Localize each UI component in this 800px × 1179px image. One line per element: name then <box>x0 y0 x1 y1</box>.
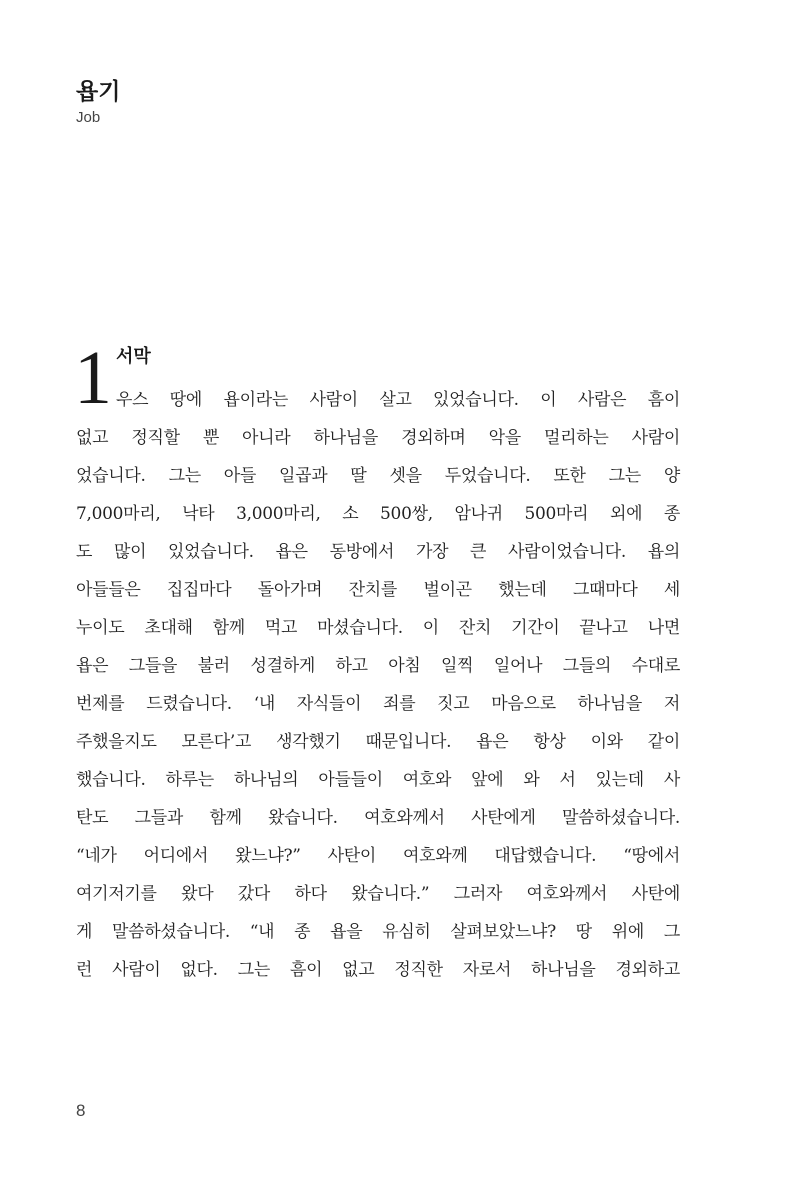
body-line: 게 말씀하셨습니다. “내 종 욥을 유심히 살펴보았느냐? 땅 위에 그 <box>76 922 680 942</box>
page-number: 8 <box>76 1101 86 1120</box>
body-line: 누이도 초대해 함께 먹고 마셨습니다. 이 잔치 기간이 끝나고 나면 <box>76 618 680 638</box>
body-line: “네가 어디에서 왔느냐?” 사탄이 여호와께 대답했습니다. “땅에서 <box>76 846 680 866</box>
chapter-number: 1 <box>74 336 112 420</box>
book-subtitle: Job <box>76 109 101 126</box>
chapter-title: 서막 <box>116 346 151 367</box>
body-line: 었습니다. 그는 아들 일곱과 딸 셋을 두었습니다. 또한 그는 양 <box>76 466 680 486</box>
body-line: 없고 정직할 뿐 아니라 하나님을 경외하며 악을 멀리하는 사람이 <box>76 428 680 448</box>
body-line: 여기저기를 왔다 갔다 하다 왔습니다.” 그러자 여호와께서 사탄에 <box>76 884 680 904</box>
body-line: 했습니다. 하루는 하나님의 아들들이 여호와 앞에 와 서 있는데 사 <box>76 770 680 790</box>
body-line: 런 사람이 없다. 그는 흠이 없고 정직한 자로서 하나님을 경외하고 <box>76 960 680 980</box>
body-line: 주했을지도 모른다’고 생각했기 때문입니다. 욥은 항상 이와 같이 <box>76 732 680 752</box>
body-line: 7,000마리, 낙타 3,000마리, 소 500쌍, 암나귀 500마리 외에 종 <box>76 504 680 524</box>
book-header <box>76 78 120 128</box>
body-line: 아들들은 집집마다 돌아가며 잔치를 벌이곤 했는데 그때마다 세 <box>76 580 680 600</box>
chapter-body <box>76 381 680 989</box>
body-line: 도 많이 있었습니다. 욥은 동방에서 가장 큰 사람이었습니다. 욥의 <box>76 542 680 562</box>
body-line: 번제를 드렸습니다. ‘내 자식들이 죄를 짓고 마음으로 하나님을 저 <box>76 694 680 714</box>
book-title: 욥기 <box>76 79 121 105</box>
body-line: 욥은 그들을 불러 성결하게 하고 아침 일찍 일어나 그들의 수대로 <box>76 656 680 676</box>
body-line: 탄도 그들과 함께 왔습니다. 여호와께서 사탄에게 말씀하셨습니다. <box>76 808 680 828</box>
body-line: 우스 땅에 욥이라는 사람이 살고 있었습니다. 이 사람은 흠이 <box>116 390 680 410</box>
